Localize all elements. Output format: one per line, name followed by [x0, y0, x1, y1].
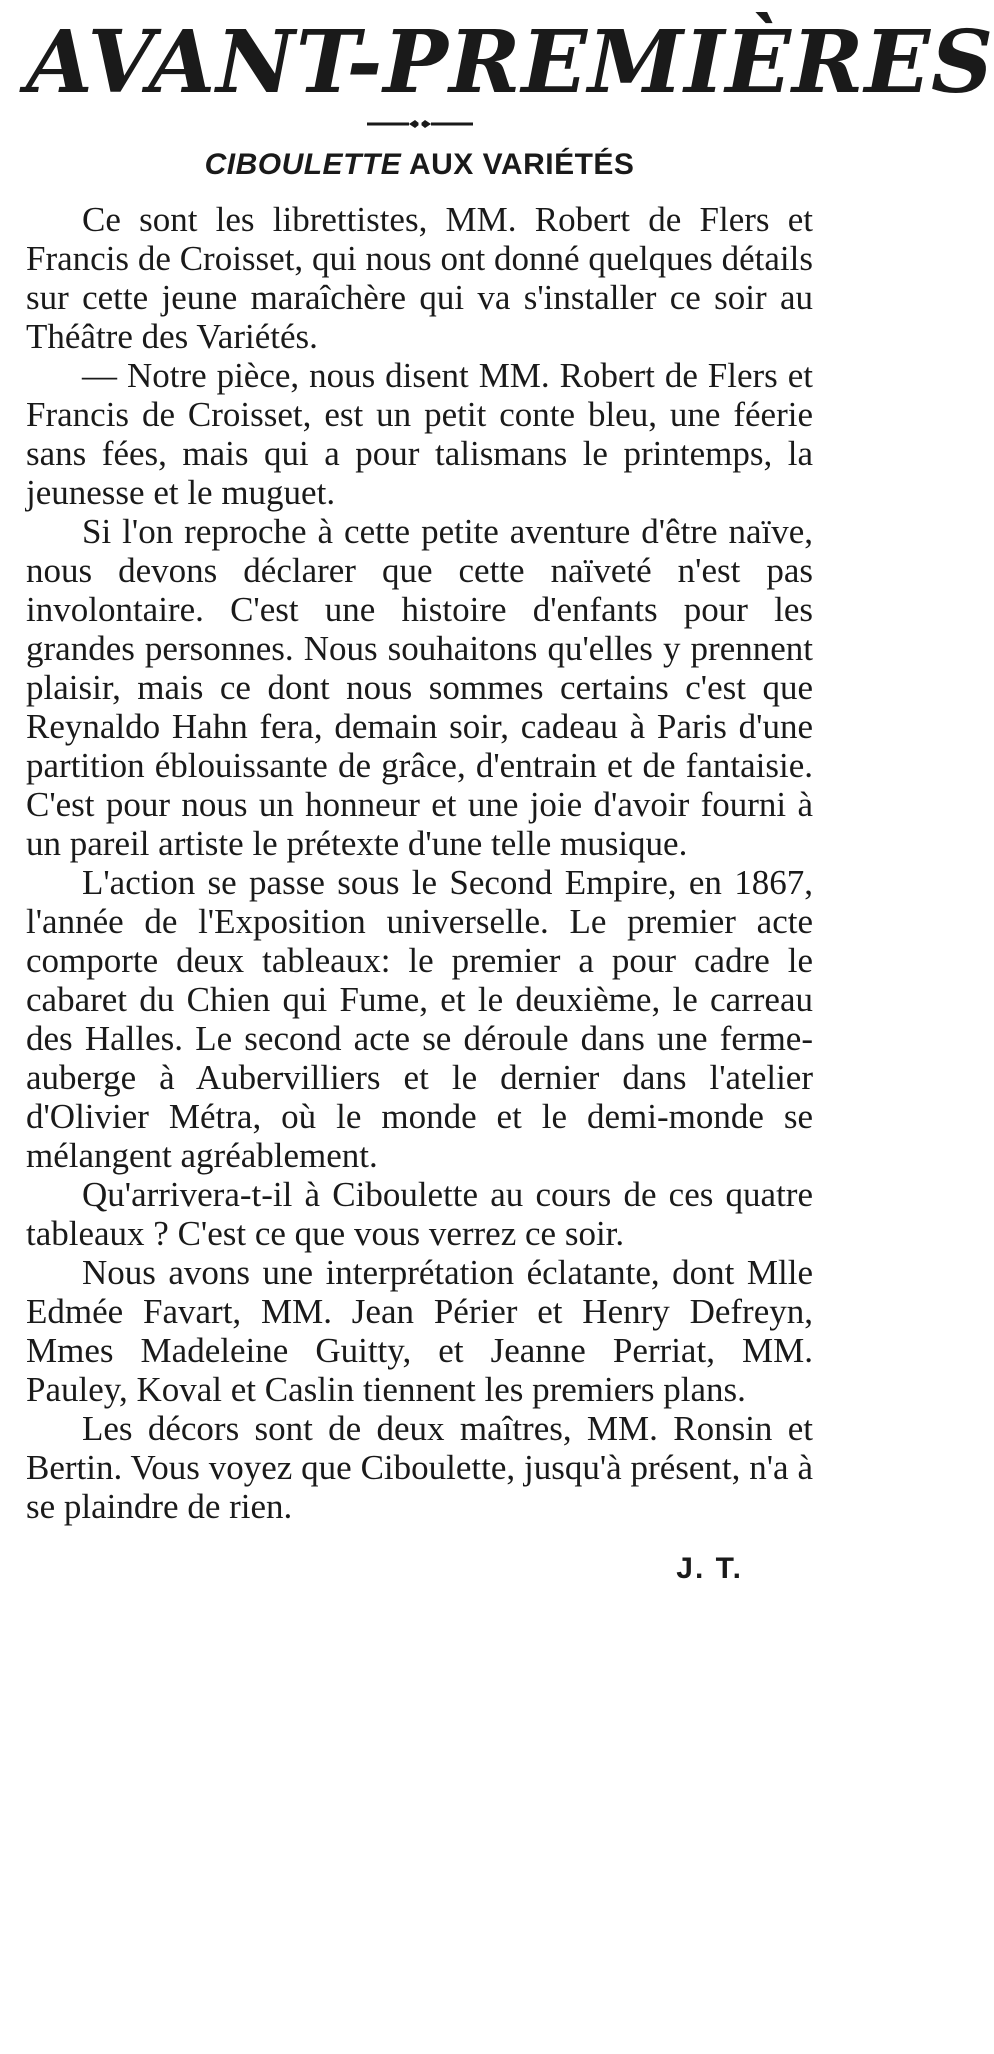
article-body [26, 200, 813, 1526]
article-title-rest: AUX VARIÉTÉS [401, 148, 635, 181]
paragraph: Nous avons une interprétation éclatante, dont Mlle Edmée Favart, MM. Jean Périer et Henry Defreyn, Mmes Madeleine Guitty, et Jeanne Perriat, MM. Pauley, Koval et Caslin tiennent les premiers plans. [26, 1253, 813, 1409]
paragraph: Ce sont les librettistes, MM. Robert de Flers et Francis de Croisset, qui nous ont donné quelques détails sur cette jeune maraîchère qui va s'installer ce soir au Théâtre des Variétés. [26, 200, 813, 356]
paragraph: Si l'on reproche à cette petite aventure d'être naïve, nous devons déclarer que cette naïveté n'est pas involontaire. C'est une histoire d'enfants pour les grandes personnes. Nous souhaitons qu'elles y prennent plaisir, mais ce dont nous sommes certains c'est que Reynaldo Hahn fera, demain soir, cadeau à Paris d'une partition éblouissante de grâce, d'entrain et de fantaisie. C'est pour nous un honneur et une joie d'avoir fourni à un pareil artiste le prétexte d'une telle musique. [26, 512, 813, 863]
paragraph: L'action se passe sous le Second Empire, en 1867, l'année de l'Exposition universelle. Le premier acte comporte deux tableaux: le premier a pour cadre le cabaret du Chien qui Fume, et le deuxième, le carreau des Halles. Le second acte se déroule dans une ferme-auberge à Aubervilliers et le dernier dans l'atelier d'Olivier Métra, où le monde et le demi-monde se mélangent agréablement. [26, 863, 813, 1175]
author-signature: J. T. [676, 1552, 743, 1585]
paragraph: Qu'arrivera-t-il à Ciboulette au cours de ces quatre tableaux ? C'est ce que vous verrez ce soir. [26, 1175, 813, 1253]
article-title [26, 148, 813, 182]
paragraph: Les décors sont de deux maîtres, MM. Ronsin et Bertin. Vous voyez que Ciboulette, jusqu'à présent, n'a à se plaindre de rien. [26, 1409, 813, 1526]
ornament-icon [365, 118, 475, 130]
paragraph: — Notre pièce, nous disent MM. Robert de Flers et Francis de Croisset, est un petit conte bleu, une féerie sans fées, mais qui a pour talismans le printemps, la jeunesse et le muguet. [26, 356, 813, 512]
article-title-italic: CIBOULETTE [204, 148, 402, 181]
section-masthead: AVANT-PREMIÈRES [26, 12, 994, 113]
